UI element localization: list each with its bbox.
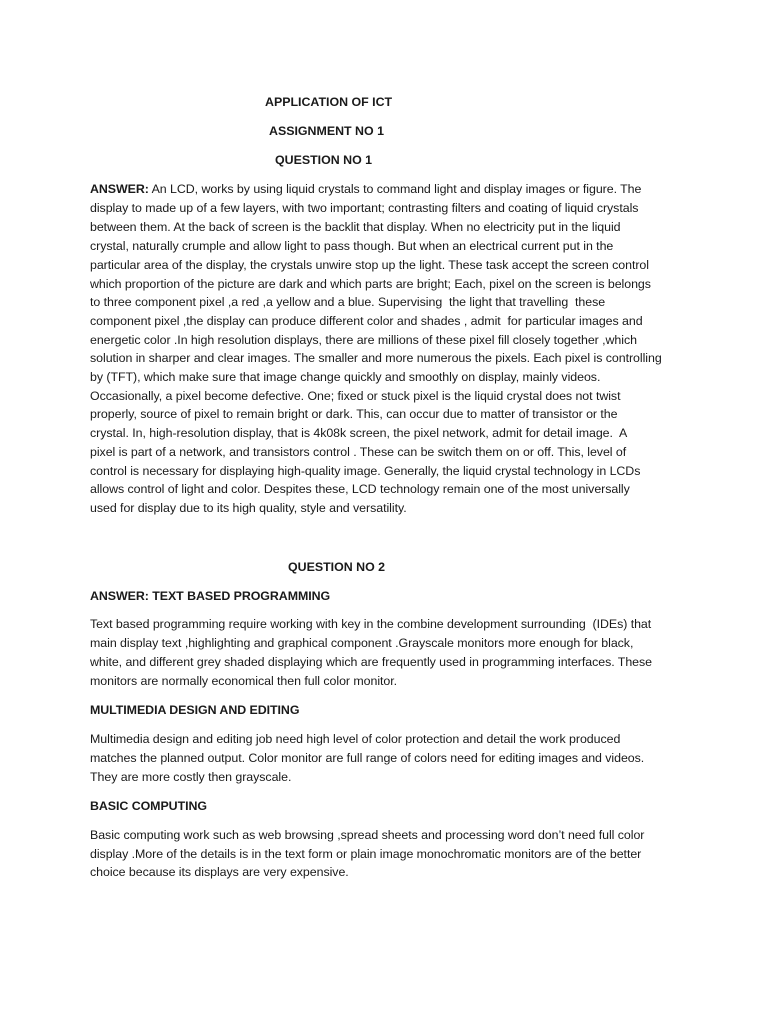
- q1-line: pixel is part of a network, and transistors control . These can be switch them on or off. This, level of: [90, 445, 627, 459]
- text-based-heading: ANSWER: TEXT BASED PROGRAMMING: [90, 589, 331, 603]
- q1-line: control is necessary for displaying high-quality image. Generally, the liquid crystal technology in LCDs: [90, 464, 641, 478]
- text-based-line: Text based programming require working with key in the combine development surrounding (IDEs) that: [90, 617, 652, 631]
- answer-label: ANSWER:: [90, 182, 149, 196]
- q1-line: allows control of light and color. Despites these, LCD technology remain one of the most universally: [90, 482, 630, 496]
- basic-computing-line: Basic computing work such as web browsing ,spread sheets and processing word don’t need full color: [90, 828, 645, 842]
- q1-line: crystal, naturally crumple and allow light to pass though. But when an electrical current put in the: [90, 239, 614, 253]
- basic-computing-heading: BASIC COMPUTING: [90, 799, 207, 813]
- question-1-title: QUESTION NO 1: [275, 153, 373, 167]
- text-based-line: white, and different grey shaded displaying which are frequently used in programming interfaces. These: [90, 655, 652, 669]
- text-based-line: monitors are normally economical then full color monitor.: [90, 674, 398, 688]
- text-based-line: main display text ,highlighting and graphical component .Grayscale monitors more enough for black,: [90, 636, 634, 650]
- q1-line: crystal. In, high-resolution display, that is 4k08k screen, the pixel network, admit for detail image. A: [90, 426, 628, 440]
- basic-computing-line: choice because its displays are very expensive.: [90, 865, 349, 879]
- q1-line: display to made up of a few layers, with two important; contrasting filters and coating of liquid crystals: [90, 201, 639, 215]
- q1-line: which proportion of the picture are dark and which parts are bright; Each, pixel on the screen is belongs: [90, 277, 651, 291]
- q1-line: [90, 180, 641, 198]
- question-2-title: QUESTION NO 2: [288, 560, 386, 574]
- basic-computing-line: display .More of the details is in the text form or plain image monochromatic monitors are of the better: [90, 847, 642, 861]
- q1-line: used for display due to its high quality, style and versatility.: [90, 501, 407, 515]
- q1-line: component pixel ,the display can produce different color and shades , admit for particular images and: [90, 314, 643, 328]
- assignment-title: ASSIGNMENT NO 1: [269, 124, 384, 138]
- q1-line: solution in sharper and clear images. The smaller and more numerous the pixels. Each pixel is controlling: [90, 351, 662, 365]
- multimedia-line: matches the planned output. Color monitor are full range of colors need for editing images and videos.: [90, 751, 645, 765]
- multimedia-line: They are more costly then grayscale.: [90, 770, 292, 784]
- q1-line: by (TFT), which make sure that image change quickly and smoothly on display, mainly videos.: [90, 370, 601, 384]
- q1-line: Occasionally, a pixel become defective. One; fixed or stuck pixel is the liquid crystal does not twist: [90, 389, 621, 403]
- course-title: APPLICATION OF ICT: [265, 95, 393, 109]
- q1-line: between them. At the back of screen is the backlit that display. When no electricity put in the liquid: [90, 220, 621, 234]
- q1-line: to three component pixel ,a red ,a yellow and a blue. Supervising the light that travelling these: [90, 295, 606, 309]
- q1-line: properly, source of pixel to remain bright or dark. This, can occur due to matter of transistor or the: [90, 407, 618, 421]
- q1-line: energetic color .In high resolution displays, there are millions of these pixel fill closely together ,which: [90, 333, 637, 347]
- q1-line-text: An LCD, works by using liquid crystals to command light and display images or figure. The: [148, 182, 642, 196]
- multimedia-line: Multimedia design and editing job need high level of color protection and detail the work produced: [90, 732, 621, 746]
- multimedia-heading: MULTIMEDIA DESIGN AND EDITING: [90, 703, 300, 717]
- q1-line: particular area of the display, the crystals unwire stop up the light. These task accept the screen control: [90, 258, 649, 272]
